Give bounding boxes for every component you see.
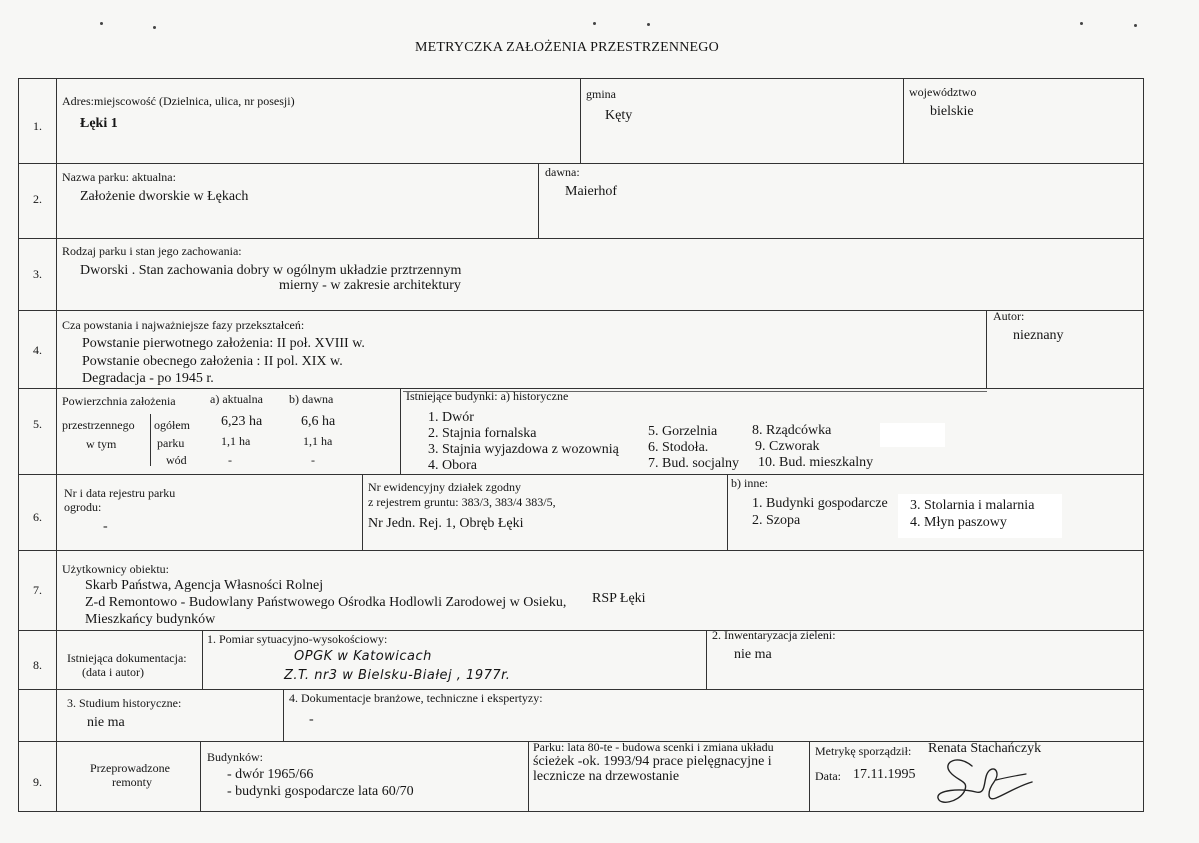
col-divider [200, 741, 201, 812]
area-row-label: ogółem [154, 418, 190, 432]
building-item: 5. Gorzelnia [648, 424, 718, 439]
row-divider [18, 310, 1144, 311]
wojewodztwo-value: bielskie [930, 104, 974, 119]
col-divider [727, 474, 728, 551]
park-type-line: mierny - w zakresie architektury [279, 278, 461, 293]
park-name-label: Nazwa parku: aktualna: [62, 170, 176, 184]
col-divider [400, 388, 401, 475]
compiled-by-value: Renata Stachańczyk [928, 741, 1042, 756]
row-number: 4. [33, 343, 42, 357]
area-label: Powierzchnia założenia [62, 394, 176, 408]
building-item: 7. Bud. socjalny [648, 456, 739, 471]
buildings-label: Istniejące budynki: a) historyczne [406, 389, 569, 403]
scan-dot [593, 22, 596, 25]
historical-study-value: nie ma [87, 715, 125, 730]
building-item: 4. Obora [428, 458, 477, 473]
scan-dot [100, 22, 103, 25]
park-name-value: Założenie dworskie w Łękach [80, 189, 249, 204]
table-border [1143, 78, 1144, 812]
col-divider [538, 163, 539, 239]
survey-handwriting: OPGK w Katowicach [294, 649, 432, 664]
history-line: Powstanie obecnego założenia : II pol. XIX w. [82, 354, 343, 369]
area-value: 1,1 ha [221, 434, 251, 448]
row-number: 9. [33, 775, 42, 789]
author-value: nieznany [1013, 328, 1064, 343]
col-divider [706, 630, 707, 690]
building-item: 1. Dwór [428, 410, 474, 425]
area-value: - [228, 453, 232, 467]
sub-divider [150, 414, 151, 466]
area-value: - [311, 453, 315, 467]
table-border [18, 78, 1144, 79]
signature [930, 752, 1040, 814]
area-value: 6,6 ha [301, 414, 336, 429]
row-number: 5. [33, 417, 42, 431]
area-row-label: parku [157, 436, 185, 450]
row-divider [18, 630, 1144, 631]
other-building-item: 4. Młyn paszowy [910, 515, 1007, 530]
documentation-label: (data i autor) [82, 665, 144, 679]
scan-dot [1134, 24, 1137, 27]
row-number: 8. [33, 658, 42, 672]
address-label: Adres:miejscowość (Dzielnica, ulica, nr posesji) [62, 94, 295, 108]
area-sub-label: przestrzennego [62, 418, 135, 432]
building-item: 8. Rządcówka [752, 423, 832, 438]
history-line: Powstanie pierwotnego założenia: II poł. XVIII w. [82, 336, 365, 351]
col-divider [986, 310, 987, 389]
gmina-label: gmina [586, 87, 616, 101]
area-row-label: wód [166, 453, 187, 467]
scan-dot [647, 23, 650, 26]
col-divider [362, 474, 363, 551]
greenery-label: 2. Inwentaryzacja zieleni: [712, 628, 836, 642]
scan-dot [1080, 22, 1083, 25]
date-value: 17.11.1995 [853, 767, 916, 782]
other-building-item: 3. Stolarnia i malarnia [910, 498, 1035, 513]
history-label: Cza powstania i najważniejsze fazy przekształceń: [62, 318, 305, 332]
users-label: Użytkownicy obiektu: [62, 562, 169, 576]
buildings-renovation-item: - dwór 1965/66 [227, 767, 314, 782]
building-item: 10. Bud. mieszkalny [758, 455, 874, 470]
row-divider [18, 388, 1144, 389]
other-building-item: 2. Szopa [752, 513, 801, 528]
col-divider [580, 78, 581, 164]
other-building-item: 1. Budynki gospodarcze [752, 496, 888, 511]
compiled-by-label: Metrykę sporządził: [815, 744, 912, 758]
park-renovation-line: Parku: lata 80-te - budowa scenki i zmiana układu [533, 740, 774, 754]
document-title: METRYCZKA ZAŁOŻENIA PRZESTRZENNEGO [415, 40, 719, 55]
greenery-value: nie ma [734, 647, 772, 662]
area-sub-label: w tym [86, 437, 117, 451]
plots-label: z rejestrem gruntu: 383/3, 383/4 383/5, [368, 495, 556, 509]
buildings-renovation-label: Budynków: [207, 750, 264, 764]
author-label: Autor: [993, 309, 1025, 323]
register-label: ogrodu: [64, 500, 102, 514]
row-divider [18, 238, 1144, 239]
row-divider [18, 689, 1144, 690]
scan-dot [153, 26, 156, 29]
survey-handwriting: Z.T. nr3 w Bielsku-Białej , 1977r. [284, 668, 511, 683]
users-line: RSP Łęki [592, 591, 646, 606]
building-item: 6. Stodoła. [648, 440, 709, 455]
history-line: Degradacja - po 1945 r. [82, 371, 214, 386]
park-type-line: Dworski . Stan zachowania dobry w ogólnym układzie prztrzennym [80, 263, 462, 278]
renovations-label: Przeprowadzone [90, 761, 170, 775]
correction-patch [880, 423, 945, 447]
row-number: 3. [33, 267, 42, 281]
row-divider [18, 163, 1144, 164]
users-line: Mieszkańcy budynków [85, 612, 216, 627]
users-line: Z-d Remontowo - Budowlany Państwowego Ośrodka Hodlowli Zarodowej w Osieku, [85, 595, 567, 610]
building-item: 3. Stajnia wyjazdowa z wozownią [428, 442, 619, 457]
technical-docs-label: 4. Dokumentacje branżowe, techniczne i ekspertyzy: [289, 691, 543, 705]
former-name-value: Maierhof [565, 184, 618, 199]
register-value: - [103, 519, 108, 534]
row-number: 7. [33, 583, 42, 597]
former-name-label: dawna: [545, 165, 580, 179]
row-number: 1. [33, 119, 42, 133]
survey-label: 1. Pomiar sytuacyjno-wysokościowy: [207, 632, 388, 646]
col-divider [283, 689, 284, 742]
col-divider [809, 741, 810, 812]
area-value: 1,1 ha [303, 434, 333, 448]
area-value: 6,23 ha [221, 414, 263, 429]
area-current-label: a) aktualna [210, 392, 263, 406]
address-value: Łęki 1 [80, 116, 118, 131]
col-divider [903, 78, 904, 164]
documentation-label: Istniejąca dokumentacja: [67, 651, 187, 665]
buildings-renovation-item: - budynki gospodarcze lata 60/70 [227, 784, 414, 799]
row-divider [18, 474, 1144, 475]
date-label: Data: [815, 769, 841, 783]
users-line: Skarb Państwa, Agencja Własności Rolnej [85, 578, 324, 593]
row-divider [18, 550, 1144, 551]
col-divider [528, 741, 529, 812]
historical-study-label: 3. Studium historyczne: [67, 696, 182, 710]
plots-label: Nr ewidencyjny działek zgodny [368, 480, 521, 494]
number-column-divider [56, 78, 57, 812]
gmina-value: Kęty [605, 108, 633, 123]
technical-docs-value: - [309, 712, 314, 727]
building-item: 9. Czworak [755, 439, 820, 454]
renovations-label: remonty [112, 775, 152, 789]
other-buildings-label: b) inne: [731, 476, 768, 490]
wojewodztwo-label: województwo [909, 85, 977, 99]
row-number: 6. [33, 510, 42, 524]
table-border [18, 78, 19, 812]
building-item: 2. Stajnia fornalska [428, 426, 537, 441]
register-label: Nr i data rejestru parku [64, 486, 176, 500]
park-renovation-line: lecznicze na drzewostanie [533, 769, 680, 784]
plots-value: Nr Jedn. Rej. 1, Obręb Łęki [368, 516, 524, 531]
col-divider [202, 630, 203, 690]
row-number: 2. [33, 192, 42, 206]
area-former-label: b) dawna [289, 392, 334, 406]
park-type-label: Rodzaj parku i stan jego zachowania: [62, 244, 242, 258]
park-renovation-line: ścieżek -ok. 1993/94 prace pielęgnacyjne i [533, 754, 772, 769]
